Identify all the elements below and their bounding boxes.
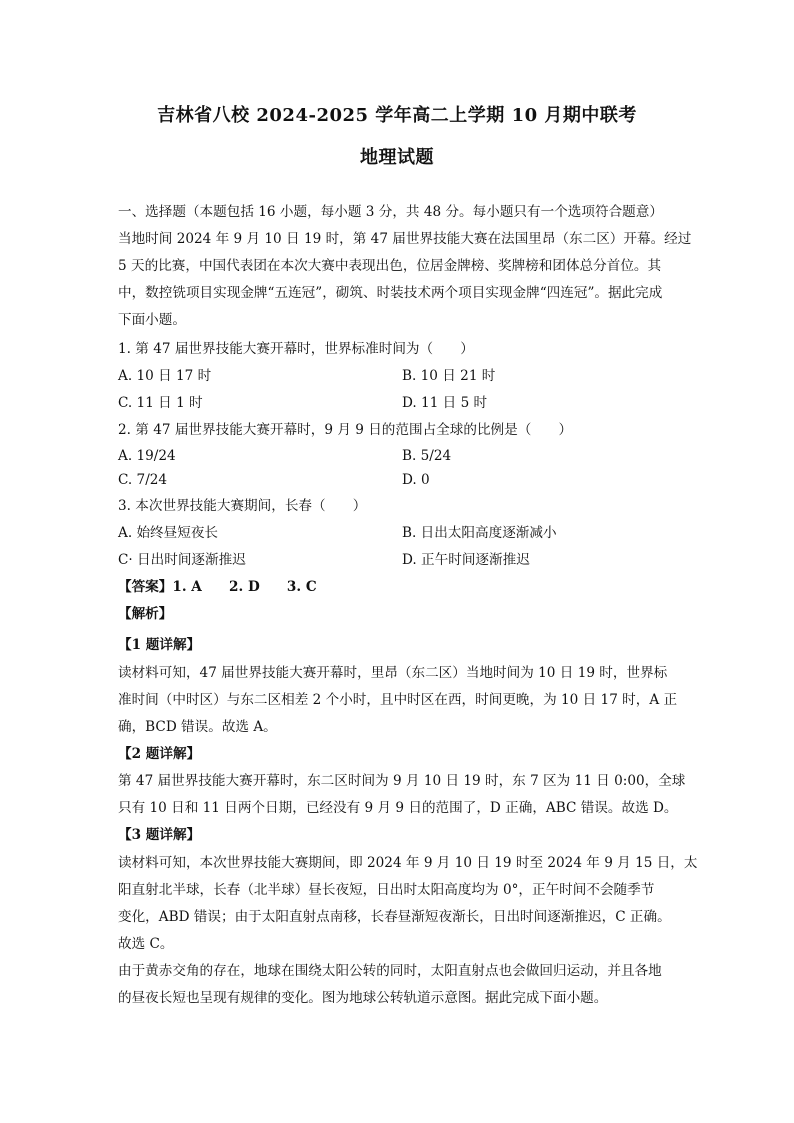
- detail-3-label: 【3 题详解】: [118, 827, 201, 843]
- detail-3-line: 故选 C。: [118, 936, 174, 952]
- document-subtitle: 地理试题: [360, 147, 434, 168]
- question-3-option-c: C· 日出时间逐渐推迟: [118, 552, 246, 568]
- detail-1-line: 确，BCD 错误。故选 A。: [118, 719, 277, 735]
- question-2-option-c: C. 7/24: [118, 472, 168, 488]
- material-line: 下面小题。: [118, 312, 186, 328]
- question-3-option-a: A. 始终昼短夜长: [118, 525, 219, 541]
- detail-3-line: 变化，ABD 错误；由于太阳直射点南移，长春昼渐短夜渐长，日出时间逐渐推迟，C 正确。: [118, 909, 671, 925]
- detail-1-line: 准时间（中时区）与东二区相差 2 个小时，且中时区在西，时间更晚，为 10 日 17 时，A 正: [118, 692, 678, 708]
- question-3-option-b: B. 日出太阳高度逐渐减小: [402, 525, 557, 541]
- question-1-option-d: D. 11 日 5 时: [402, 395, 488, 411]
- next-material-line: 由于黄赤交角的存在，地球在围绕太阳公转的同时，太阳直射点也会做回归运动，并且各地: [118, 963, 662, 979]
- detail-1-label: 【1 题详解】: [118, 637, 201, 653]
- detail-2-line: 只有 10 日和 11 日两个日期，已经没有 9 月 9 日的范围了，D 正确，ABC 错误。故选 D。: [118, 800, 678, 816]
- question-2-option-a: A. 19/24: [118, 448, 176, 464]
- next-material-line: 的昼夜长短也呈现有规律的变化。图为地球公转轨道示意图。据此完成下面小题。: [118, 990, 608, 1006]
- question-1-option-c: C. 11 日 1 时: [118, 395, 203, 411]
- question-1-option-b: B. 10 日 21 时: [402, 368, 496, 384]
- material-line: 5 天的比赛，中国代表团在本次大赛中表现出色，位居金牌榜、奖牌榜和团体总分首位。其: [118, 258, 662, 274]
- detail-3-line: 阳直射北半球，长春（北半球）昼长夜短，日出时太阳高度均为 0°，正午时间不会随季节: [118, 882, 655, 898]
- material-line: 当地时间 2024 年 9 月 10 日 19 时，第 47 届世界技能大赛在法国里昂（东二区）开幕。经过: [118, 231, 692, 247]
- answer-line: 【答案】1. A 2. D 3. C: [118, 579, 317, 595]
- question-3-option-d: D. 正午时间逐渐推迟: [402, 552, 530, 568]
- analysis-label: 【解析】: [118, 606, 173, 622]
- detail-2-line: 第 47 届世界技能大赛开幕时，东二区时间为 9 月 10 日 19 时，东 7 区为 11 日 0:00，全球: [118, 773, 686, 789]
- detail-2-label: 【2 题详解】: [118, 746, 201, 762]
- question-2-option-d: D. 0: [402, 472, 430, 488]
- section-heading: 一、选择题（本题包括 16 小题，每小题 3 分，共 48 分。每小题只有一个选项符合题意）: [118, 204, 663, 220]
- question-2-stem: 2. 第 47 届世界技能大赛开幕时，9 月 9 日的范围占全球的比例是（ ）: [118, 422, 573, 438]
- question-1-stem: 1. 第 47 届世界技能大赛开幕时，世界标准时间为（ ）: [118, 341, 474, 357]
- material-line: 中，数控铣项目实现金牌“五连冠”，砌筑、时装技术两个项目实现金牌“四连冠”。据此完成: [118, 285, 663, 301]
- detail-3-line: 读材料可知，本次世界技能大赛期间，即 2024 年 9 月 10 日 19 时至 2024 年 9 月 15 日，太: [118, 855, 698, 871]
- question-3-stem: 3. 本次世界技能大赛期间，长春（ ）: [118, 498, 367, 514]
- question-2-option-b: B. 5/24: [402, 448, 452, 464]
- document-title: 吉林省八校 2024-2025 学年高二上学期 10 月期中联考: [157, 105, 637, 126]
- detail-1-line: 读材料可知，47 届世界技能大赛开幕时，里昂（东二区）当地时间为 10 日 19 时，世界标: [118, 665, 668, 681]
- question-1-option-a: A. 10 日 17 时: [118, 368, 212, 384]
